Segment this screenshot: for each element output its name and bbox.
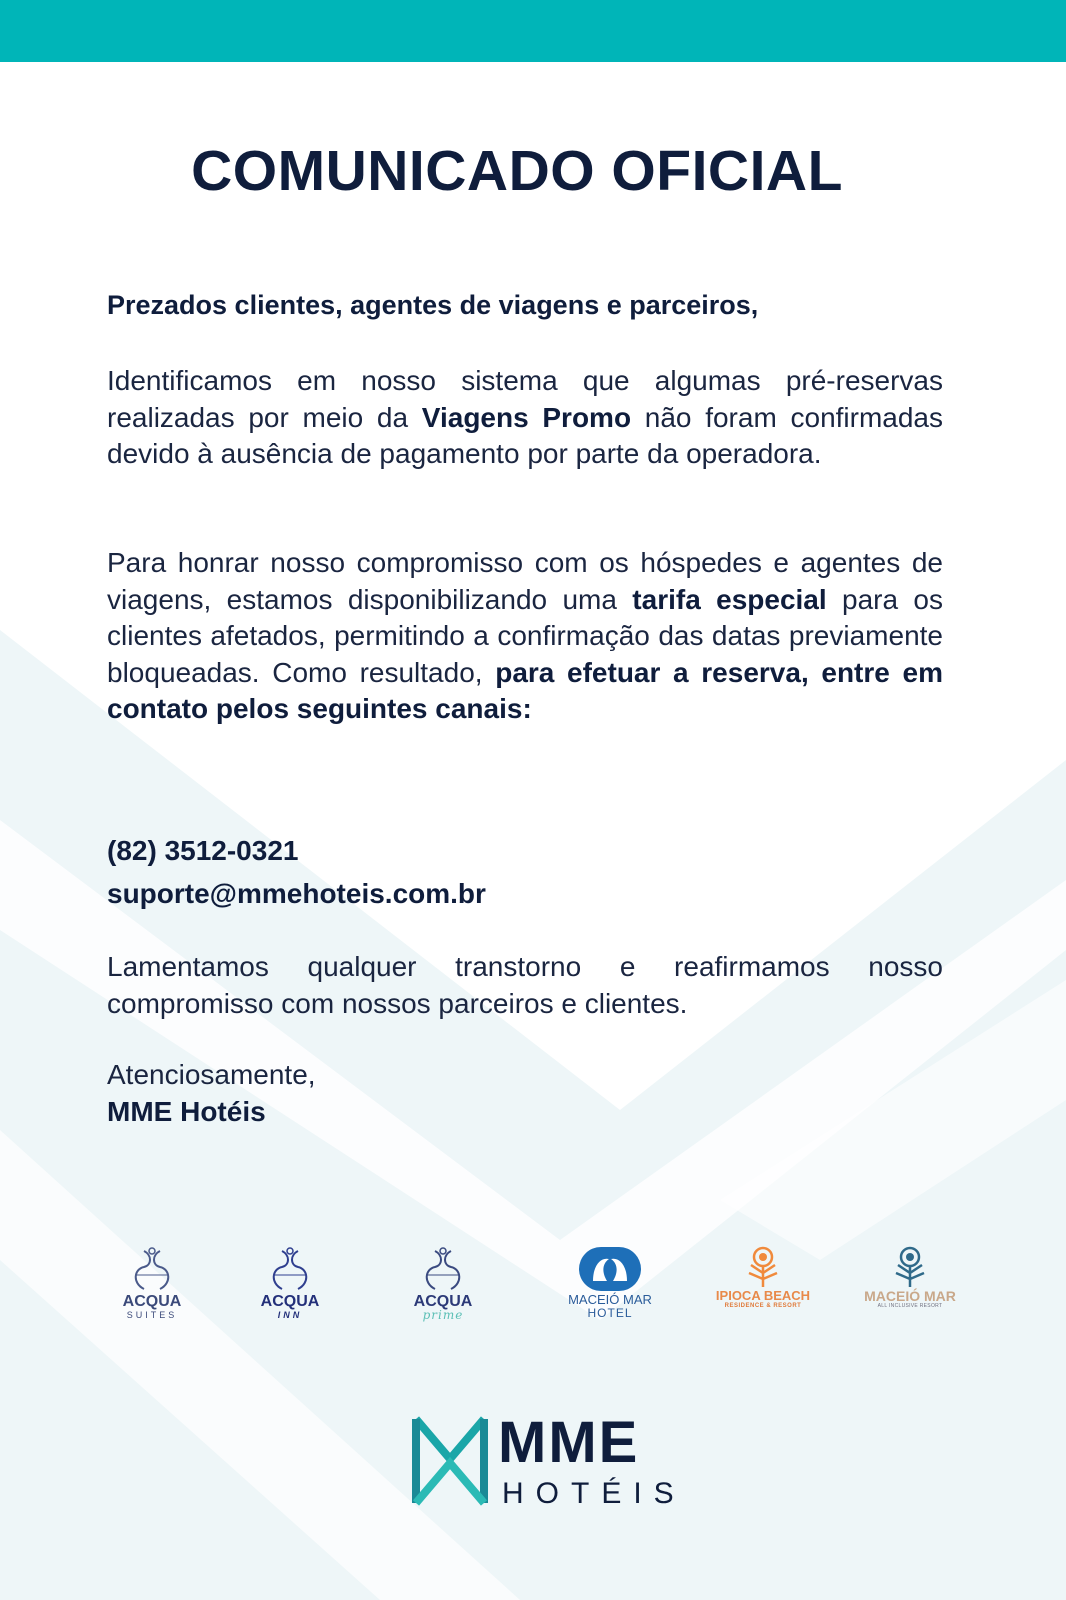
contact-instruction: para efetuar a reserva, entre em contato pelos seguintes canais: <box>107 656 943 724</box>
mme-wordmark: MME <box>498 1410 640 1475</box>
mme-hoteis-logo <box>410 1410 686 1515</box>
seahorse-icon <box>260 1245 320 1293</box>
sun-palm-icon <box>882 1245 938 1289</box>
sun-palm-icon <box>735 1245 791 1289</box>
maceio-mar-hotel-logo: MACEIÓ MAR HOTEL <box>550 1245 670 1335</box>
operator-name: Viagens Promo <box>421 401 632 433</box>
company-signature: MME Hotéis <box>107 1096 266 1127</box>
acqua-prime-logo: ACQUA prime <box>383 1245 503 1335</box>
ipioca-beach-logo: IPIOCA BEACH RESIDENCE & RESORT <box>703 1245 823 1335</box>
page-title: COMUNICADO OFICIAL <box>191 139 843 203</box>
special-rate-highlight: tarifa especial <box>632 583 827 615</box>
paragraph-apology: Lamentamos qualquer transtorno e reafirmamos nosso compromisso com nossos parceiros e clientes. <box>107 951 943 1019</box>
acqua-suites-logo: ACQUA SUITES <box>92 1245 212 1335</box>
paragraph-special-rate: Para honrar nosso compromisso com os hóspedes e agentes de viagens, estamos disponibilizando uma tarifa especial para os clientes afetados, permitindo a confirmação das datas previamente bloqueadas. Como resultado, para efetuar a reserva, entre em contato pelos seguintes canais: <box>107 547 943 724</box>
phone-number[interactable]: (82) 3512-0321 <box>107 835 299 866</box>
greeting: Prezados clientes, agentes de viagens e parceiros, <box>107 290 759 320</box>
signoff: Atenciosamente, <box>107 1059 316 1090</box>
birds-badge-icon <box>577 1245 643 1293</box>
acqua-inn-logo: ACQUA INN <box>230 1245 350 1335</box>
mme-subtitle: HOTÉIS <box>502 1477 686 1510</box>
paragraph-booking-issue: Identificamos em nosso sistema que algumas pré-reservas realizadas por meio da Viagens Promo não foram confirmadas devido à ausência de pagamento por parte da operadora. <box>107 365 944 469</box>
mme-monogram-icon <box>410 1415 490 1507</box>
email-link[interactable]: suporte@mmehoteis.com.br <box>107 878 486 909</box>
seahorse-icon <box>122 1245 182 1293</box>
maceio-mar-resort-logo: MACEIÓ MAR ALL INCLUSIVE RESORT <box>850 1245 970 1335</box>
seahorse-icon <box>413 1245 473 1293</box>
